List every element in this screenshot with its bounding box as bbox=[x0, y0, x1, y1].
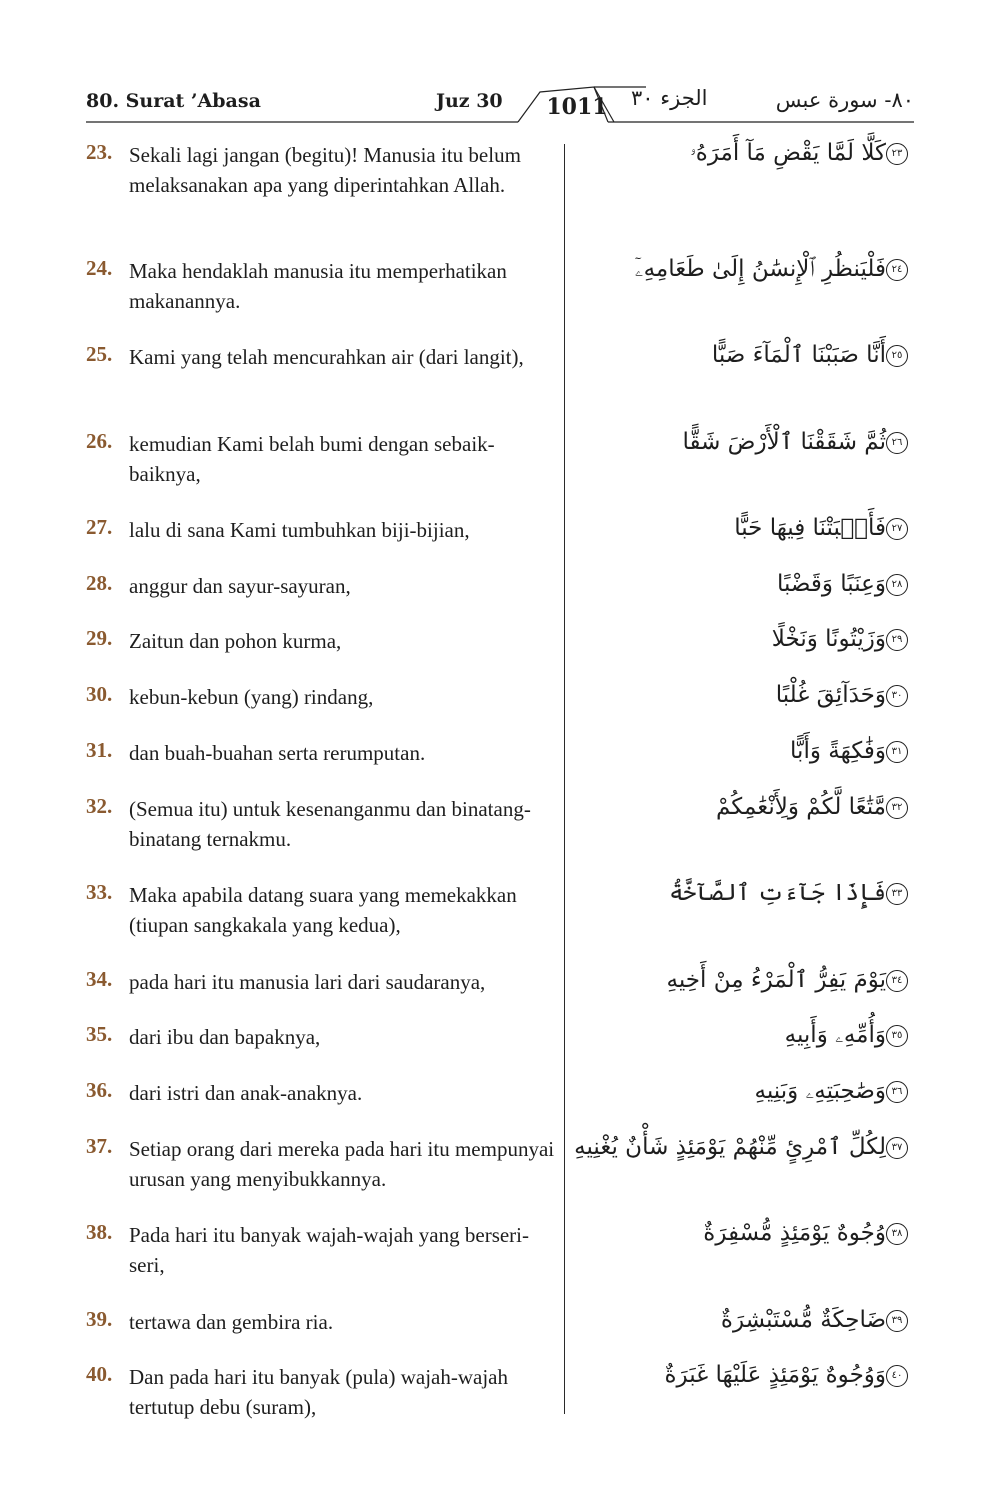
arabic-text: مَّتَٰعًا لَّكُمْ وَلِأَنْعَٰمِكُمْ bbox=[715, 794, 886, 820]
arabic-text: فَإِذَا جَآءَتِ ٱلصَّآخَّةُ bbox=[669, 880, 886, 906]
verse-number: 39. bbox=[86, 1307, 113, 1331]
verse-end-marker-icon: ٢٤ bbox=[886, 259, 908, 281]
arabic-text: ضَاحِكَةٌ مُّسْتَبْشِرَةٌ bbox=[720, 1307, 886, 1333]
verse-end-marker-icon: ٢٧ bbox=[886, 518, 908, 540]
verse-arabic bbox=[664, 790, 914, 824]
arabic-text: وَصَٰحِبَتِهِۦ وَبَنِيهِ bbox=[754, 1078, 886, 1104]
verse-arabic bbox=[664, 511, 914, 545]
page-number: 1011 bbox=[546, 94, 608, 120]
verse-number: 26. bbox=[86, 429, 113, 453]
verse-number: 38. bbox=[86, 1220, 113, 1244]
verse-number: 32. bbox=[86, 794, 113, 818]
verse-end-marker-icon: ٢٦ bbox=[886, 432, 908, 454]
verse-translation: Pada hari itu banyak wajah-wajah yang berseri-seri, bbox=[129, 1223, 530, 1277]
verse-arabic bbox=[664, 734, 914, 768]
verse-arabic bbox=[664, 1358, 914, 1392]
verse-arabic bbox=[664, 136, 914, 170]
verse-number: 36. bbox=[86, 1078, 113, 1102]
verse-end-marker-icon: ٣٩ bbox=[886, 1310, 908, 1332]
verse-translation: kemudian Kami belah bumi dengan sebaik-baiknya, bbox=[129, 432, 495, 486]
verse-end-marker-icon: ٣٥ bbox=[886, 1025, 908, 1047]
arabic-text: وَعِنَبًا وَقَضْبًا bbox=[776, 571, 886, 597]
arabic-text: يَوْمَ يَفِرُّ ٱلْمَرْءُ مِنْ أَخِيهِ bbox=[666, 967, 886, 993]
verse-number: 33. bbox=[86, 880, 113, 904]
verse-number: 29. bbox=[86, 626, 113, 650]
verse-end-marker-icon: ٢٨ bbox=[886, 574, 908, 596]
verse-end-marker-icon: ٣٨ bbox=[886, 1223, 908, 1245]
verse-translation: tertawa dan gembira ria. bbox=[129, 1310, 334, 1334]
verse-number: 28. bbox=[86, 571, 113, 595]
verse-translation: Setiap orang dari mereka pada hari itu mempunyai urusan yang menyibukkannya. bbox=[129, 1137, 555, 1191]
arabic-text: وَوُجُوهٌ يَوْمَئِذٍ عَلَيْهَا غَبَرَةٌ bbox=[664, 1362, 886, 1388]
verse-arabic bbox=[664, 338, 914, 372]
verse-end-marker-icon: ٣٠ bbox=[886, 685, 908, 707]
arabic-text: وَزَيْتُونًا وَنَخْلًا bbox=[771, 626, 886, 652]
verse-end-marker-icon: ٤٠ bbox=[886, 1365, 908, 1387]
verse-end-marker-icon: ٢٩ bbox=[886, 629, 908, 651]
verse-number: 23. bbox=[86, 140, 113, 164]
verse-number: 31. bbox=[86, 738, 113, 762]
verse-translation: Zaitun dan pohon kurma, bbox=[129, 629, 342, 653]
verse-number: 37. bbox=[86, 1134, 113, 1158]
arabic-text: فَأَنۢبَتْنَا فِيهَا حَبًّا bbox=[734, 515, 886, 541]
verse-translation: dan buah-buahan serta rerumputan. bbox=[129, 741, 426, 765]
arabic-text: أَنَّا صَبَبْنَا ٱلْمَآءَ صَبًّا bbox=[711, 342, 886, 368]
verse-translation: pada hari itu manusia lari dari saudaranya, bbox=[129, 970, 486, 994]
verse-number: 30. bbox=[86, 682, 113, 706]
verse-arabic bbox=[664, 678, 914, 712]
verse-translation: Maka apabila datang suara yang memekakkan (tiupan sangkakala yang kedua), bbox=[129, 883, 517, 937]
verse-translation: Kami yang telah mencurahkan air (dari langit), bbox=[129, 345, 524, 369]
verse-arabic bbox=[664, 1074, 914, 1108]
juz-label-latin: Juz 30 bbox=[436, 90, 503, 112]
surah-title-latin: 80. Surat ’Abasa bbox=[86, 90, 261, 112]
verse-end-marker-icon: ٢٣ bbox=[886, 143, 908, 165]
verse-arabic bbox=[664, 1216, 914, 1250]
verse-number: 40. bbox=[86, 1362, 113, 1386]
verse-translation: dari istri dan anak-anaknya. bbox=[129, 1081, 363, 1105]
verse-end-marker-icon: ٢٥ bbox=[886, 345, 908, 367]
verse-translation: kebun-kebun (yang) rindang, bbox=[129, 685, 374, 709]
verse-translation: Dan pada hari itu banyak (pula) wajah-wajah tertutup debu (suram), bbox=[129, 1365, 509, 1419]
verse-arabic bbox=[664, 963, 914, 997]
verse-number: 25. bbox=[86, 342, 113, 366]
page-header bbox=[86, 84, 914, 124]
verse-arabic bbox=[634, 252, 914, 286]
arabic-text: ثُمَّ شَقَقْنَا ٱلْأَرْضَ شَقًّا bbox=[682, 429, 886, 455]
verse-arabic bbox=[664, 1303, 914, 1337]
verse-arabic bbox=[664, 1018, 914, 1052]
verse-translation: Maka hendaklah manusia itu memperhatikan makanannya. bbox=[129, 259, 507, 313]
verse-arabic bbox=[574, 1130, 914, 1164]
verse-translation: dari ibu dan bapaknya, bbox=[129, 1025, 321, 1049]
verse-end-marker-icon: ٣٢ bbox=[886, 797, 908, 819]
verse-arabic bbox=[664, 876, 914, 910]
verse-end-marker-icon: ٣٤ bbox=[886, 970, 908, 992]
column-divider bbox=[564, 144, 565, 1414]
verse-number: 35. bbox=[86, 1022, 113, 1046]
verse-end-marker-icon: ٣١ bbox=[886, 741, 908, 763]
verse-arabic bbox=[664, 567, 914, 601]
arabic-text: وَأُمِّهِۦ وَأَبِيهِ bbox=[784, 1022, 886, 1048]
verse-end-marker-icon: ٣٣ bbox=[886, 883, 908, 905]
verse-arabic bbox=[664, 425, 914, 459]
verse-translation: Sekali lagi jangan (begitu)! Manusia itu belum melaksanakan apa yang diperintahkan Allah. bbox=[129, 143, 521, 197]
arabic-text: كَلَّا لَمَّا يَقْضِ مَآ أَمَرَهُۥ bbox=[690, 140, 886, 166]
verse-translation: lalu di sana Kami tumbuhkan biji-bijian, bbox=[129, 518, 470, 542]
verse-number: 27. bbox=[86, 515, 113, 539]
surah-title-arabic: ٨٠- سورة عبس bbox=[775, 88, 914, 112]
verse-translation: (Semua itu) untuk kesenanganmu dan binatang-binatang ternakmu. bbox=[129, 797, 531, 851]
verse-translation: anggur dan sayur-sayuran, bbox=[129, 574, 351, 598]
arabic-text: وَحَدَآئِقَ غُلْبًا bbox=[775, 682, 886, 708]
juz-label-arabic: الجزء ٣٠ bbox=[631, 86, 708, 110]
arabic-text: وُجُوهٌ يَوْمَئِذٍ مُّسْفِرَةٌ bbox=[703, 1220, 886, 1246]
arabic-text: وَفَٰكِهَةً وَأَبًّا bbox=[790, 738, 886, 764]
arabic-text: فَلْيَنظُرِ ٱلْإِنسَٰنُ إِلَىٰ طَعَامِهِۦٓ bbox=[634, 256, 886, 282]
verse-end-marker-icon: ٣٧ bbox=[886, 1137, 908, 1159]
verse-number: 24. bbox=[86, 256, 113, 280]
verse-arabic bbox=[664, 622, 914, 656]
verse-number: 34. bbox=[86, 967, 113, 991]
verse-end-marker-icon: ٣٦ bbox=[886, 1081, 908, 1103]
arabic-text: لِكُلِّ ٱمْرِئٍ مِّنْهُمْ يَوْمَئِذٍ شَأْنٌ يُغْنِيهِ bbox=[574, 1134, 886, 1160]
